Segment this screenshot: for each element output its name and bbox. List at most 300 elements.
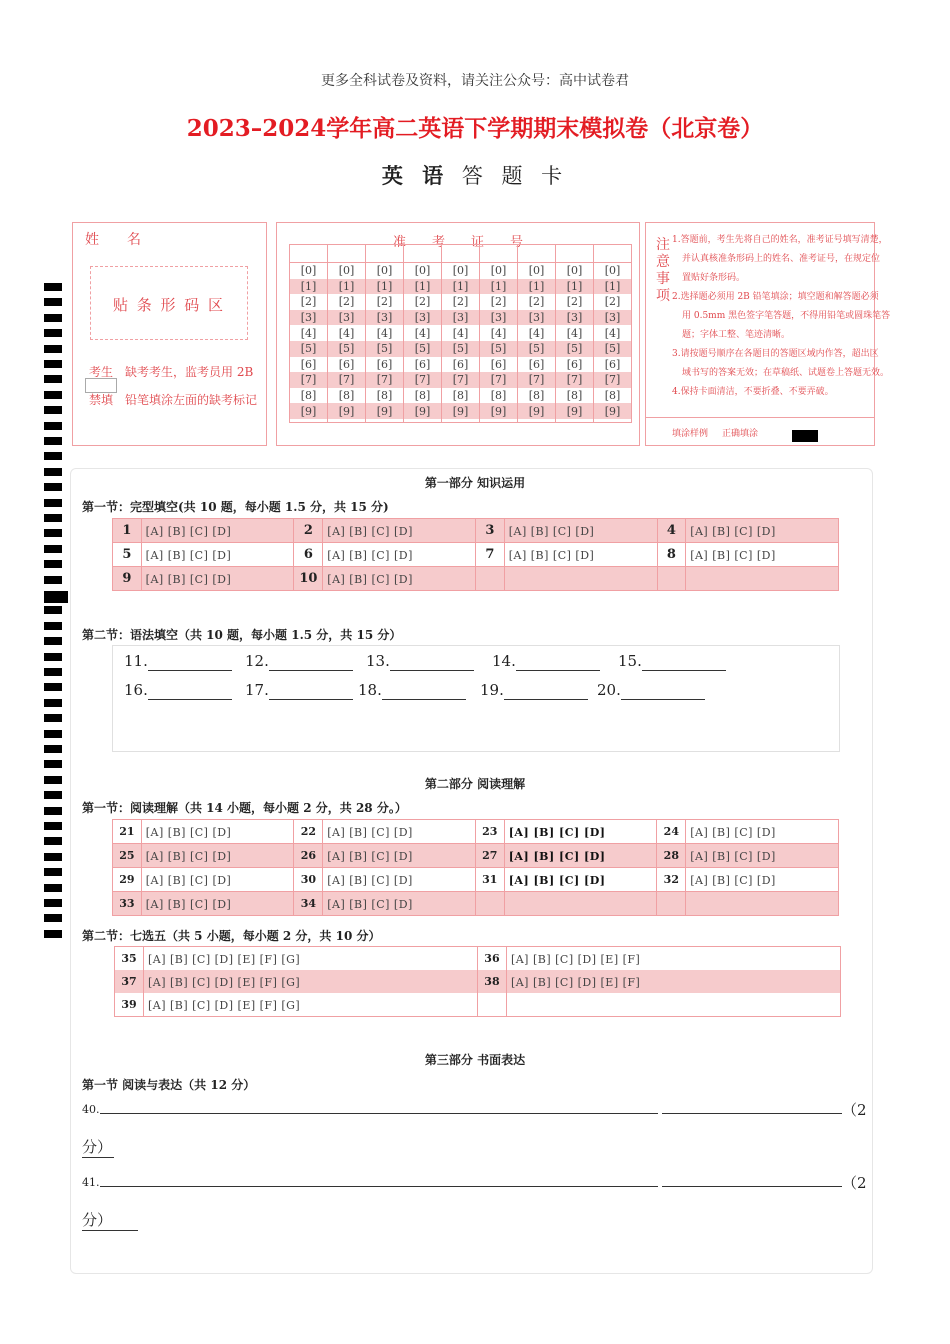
grammar-fill-number: 14. xyxy=(492,652,516,670)
question-number: 33 xyxy=(113,892,142,916)
question-number: 34 xyxy=(294,892,323,916)
exam-id-bubble[interactable]: [6] xyxy=(404,357,442,373)
question-number: 25 xyxy=(113,844,142,868)
answer-bubbles[interactable]: [A] [B] [C] [D] [E] [F] [G] xyxy=(147,975,301,989)
question-number: 10 xyxy=(294,567,323,591)
question-number: 29 xyxy=(113,868,142,892)
timing-mark xyxy=(44,930,62,938)
exam-id-bubble[interactable]: [8] xyxy=(290,388,328,404)
exam-id-bubble[interactable]: [2] xyxy=(404,294,442,310)
exam-id-bubble[interactable]: [8] xyxy=(480,388,518,404)
answer-bubbles[interactable]: [A] [B] [C] [D] xyxy=(690,849,776,863)
answer-bubbles[interactable]: [A] [B] [C] [D] xyxy=(327,548,413,562)
answer-card-label: 答 题 卡 xyxy=(461,164,569,188)
grammar-fill-number: 18. xyxy=(358,681,382,699)
exam-id-bubble[interactable]: [5] xyxy=(518,341,556,357)
notes-box xyxy=(645,222,891,446)
answer-options[interactable] xyxy=(506,947,840,971)
part2-sec2-title: 第二节：七选五（共 5 小题，每小题 2 分，共 10 分） xyxy=(82,929,381,943)
exam-id-bubble[interactable]: [7] xyxy=(366,372,404,388)
notes-item-line: 1.答题前，考生先将自己的姓名，准考证号填写清楚， xyxy=(672,235,888,245)
exam-id-bubble[interactable]: [4] xyxy=(594,325,632,341)
sample-correct-label: 正确填涂 xyxy=(722,429,759,439)
exam-id-write-cell[interactable] xyxy=(328,245,366,263)
exam-id-bubble[interactable]: [9] xyxy=(594,403,632,419)
question-number: 22 xyxy=(294,820,323,844)
exam-id-bubble[interactable]: [3] xyxy=(442,310,480,326)
exam-id-bubble[interactable]: [4] xyxy=(290,325,328,341)
grammar-fill-blank[interactable] xyxy=(148,670,232,671)
exam-id-bubble[interactable]: [1] xyxy=(442,279,480,295)
exam-id-bubble[interactable]: [8] xyxy=(328,388,366,404)
exam-id-write-cell[interactable] xyxy=(594,245,632,263)
notes-item-line: 题；字体工整、笔迹清晰。 xyxy=(682,330,791,340)
timing-mark xyxy=(44,298,62,306)
timing-mark xyxy=(44,668,62,676)
answer-options[interactable] xyxy=(504,567,657,591)
exam-id-bubble[interactable]: [9] xyxy=(480,403,518,419)
timing-mark xyxy=(44,283,62,291)
grammar-fill-blank[interactable] xyxy=(504,699,588,700)
answer-options[interactable] xyxy=(504,820,657,844)
question-number: 32 xyxy=(657,868,686,892)
answer-options[interactable] xyxy=(141,868,294,892)
answer-bubbles[interactable]: [A] [B] [C] [D] [E] [F] [G] xyxy=(147,952,301,966)
absent-text-2: 铅笔填涂左面的缺考标记 xyxy=(125,393,258,407)
exam-id-bubble[interactable]: [1] xyxy=(480,279,518,295)
question-number: 36 xyxy=(477,947,506,971)
exam-id-bubble[interactable]: [3] xyxy=(556,310,594,326)
q40-answer-line-2[interactable] xyxy=(662,1113,842,1114)
timing-mark xyxy=(44,884,62,892)
question-number: 6 xyxy=(294,543,323,567)
grammar-fill-number: 16. xyxy=(124,681,148,699)
reading-answer-table xyxy=(112,819,839,916)
answer-bubbles[interactable]: [A] [B] [C] [D] xyxy=(145,873,232,887)
exam-id-bubble[interactable]: [0] xyxy=(442,263,480,279)
answer-options[interactable] xyxy=(141,543,294,567)
grammar-fill-blank[interactable] xyxy=(269,699,353,700)
exam-id-bubble[interactable]: [1] xyxy=(404,279,442,295)
sample-filled-mark xyxy=(792,430,818,442)
q41-score-close: 分） xyxy=(82,1209,138,1231)
grammar-fill-blank[interactable] xyxy=(642,670,726,671)
exam-id-write-cell[interactable] xyxy=(556,245,594,263)
answer-options[interactable] xyxy=(504,543,657,567)
question-number xyxy=(657,892,686,916)
barcode-area xyxy=(90,266,248,340)
q40-label: 40. xyxy=(82,1103,100,1116)
answer-options[interactable] xyxy=(323,567,476,591)
exam-id-bubble[interactable]: [8] xyxy=(518,388,556,404)
exam-id-bubble[interactable]: [5] xyxy=(442,341,480,357)
grammar-fill-blank[interactable] xyxy=(516,670,600,671)
exam-id-bubble[interactable]: [4] xyxy=(404,325,442,341)
timing-mark xyxy=(44,760,62,768)
answer-options[interactable] xyxy=(686,868,839,892)
part1-sec2-title: 第二节：语法填空（共 10 题，每小题 1.5 分，共 15 分） xyxy=(82,628,402,642)
timing-mark xyxy=(44,868,62,876)
exam-id-bubble[interactable]: [4] xyxy=(480,325,518,341)
exam-id-bubble[interactable]: [1] xyxy=(290,279,328,295)
part3-heading: 第三部分 书面表达 xyxy=(424,1053,526,1067)
page-title: 2023–2024学年高二英语下学期期末模拟卷（北京卷） xyxy=(186,115,764,142)
answer-options[interactable] xyxy=(686,844,839,868)
exam-id-bubble[interactable]: [9] xyxy=(518,403,556,419)
answer-options[interactable] xyxy=(506,993,840,1017)
exam-id-bubble[interactable]: [1] xyxy=(366,279,404,295)
exam-id-bubble[interactable]: [9] xyxy=(442,403,480,419)
answer-bubbles[interactable]: [A] [B] [C] [D] [E] [F] [G] xyxy=(147,998,301,1012)
exam-id-bubble[interactable]: [7] xyxy=(328,372,366,388)
part2-sec1-title: 第一节：阅读理解（共 14 小题，每小题 2 分，共 28 分。） xyxy=(82,801,407,815)
exam-id-bubble[interactable]: [7] xyxy=(556,372,594,388)
header-note: 更多全科试卷及资料，请关注公众号：高中试卷君 xyxy=(321,73,629,89)
timing-mark xyxy=(44,714,62,722)
answer-options[interactable] xyxy=(323,844,476,868)
answer-options[interactable] xyxy=(141,567,294,591)
exam-id-bubble[interactable]: [3] xyxy=(518,310,556,326)
answer-options[interactable] xyxy=(686,519,839,543)
exam-id-bubble[interactable]: [2] xyxy=(328,294,366,310)
timing-mark xyxy=(44,314,62,322)
answer-options[interactable] xyxy=(141,892,294,916)
notes-item-line: 3.请按题号顺序在各题目的答题区域内作答，超出区 xyxy=(672,349,879,359)
name-label: 姓 名 xyxy=(85,232,141,248)
answer-options[interactable] xyxy=(323,892,476,916)
answer-options[interactable] xyxy=(504,868,657,892)
seven-choose-five-table xyxy=(114,946,841,1017)
answer-bubbles[interactable]: [A] [B] [C] [D] xyxy=(508,524,595,538)
exam-id-bubble[interactable]: [5] xyxy=(556,341,594,357)
exam-id-bubble[interactable]: [5] xyxy=(594,341,632,357)
question-number: 39 xyxy=(115,993,144,1017)
grammar-fill-number: 17. xyxy=(245,681,269,699)
answer-options[interactable] xyxy=(323,820,476,844)
notes-item-line: 用 0.5mm 黑色签字笔答题，不得用铅笔或圆珠笔答 xyxy=(682,311,891,321)
timing-mark xyxy=(44,422,62,430)
notes-heading-char: 事 xyxy=(656,271,670,287)
exam-id-bubble[interactable]: [7] xyxy=(518,372,556,388)
exam-id-bubble[interactable]: [0] xyxy=(480,263,518,279)
timing-mark xyxy=(44,560,62,568)
timing-mark xyxy=(44,914,62,922)
q41-answer-line-2[interactable] xyxy=(662,1186,842,1187)
grammar-fill-blank[interactable] xyxy=(390,670,474,671)
exam-id-bubble[interactable]: [6] xyxy=(480,357,518,373)
question-number xyxy=(657,567,686,591)
timing-mark xyxy=(44,683,62,691)
part1-heading: 第一部分 知识运用 xyxy=(424,476,526,490)
answer-bubbles[interactable]: [A] [B] [C] [D] xyxy=(327,825,413,839)
answer-options[interactable] xyxy=(686,892,839,916)
exam-id-bubble[interactable]: [1] xyxy=(594,279,632,295)
question-number: 38 xyxy=(477,970,506,993)
exam-id-bubble[interactable]: [6] xyxy=(290,357,328,373)
answer-options[interactable] xyxy=(143,947,477,971)
timing-mark xyxy=(44,529,62,537)
notes-heading-char: 项 xyxy=(656,288,670,304)
answer-bubbles[interactable]: [A] [B] [C] [D] xyxy=(690,873,776,887)
exam-id-bubble[interactable]: [8] xyxy=(594,388,632,404)
part3-sec1-title: 第一节 阅读与表达（共 12 分） xyxy=(82,1078,256,1092)
absent-text-1: 缺考考生，监考员用 2B xyxy=(125,365,254,379)
exam-id-bubble[interactable]: [0] xyxy=(366,263,404,279)
answer-options[interactable] xyxy=(141,519,294,543)
answer-bubbles[interactable]: [A] [B] [C] [D] xyxy=(145,897,232,911)
question-number xyxy=(475,892,504,916)
notes-item-line: 并认真核准条形码上的姓名、准考证号，在规定位 xyxy=(682,254,881,264)
grammar-fill-number: 19. xyxy=(480,681,504,699)
exam-id-bubble[interactable]: [0] xyxy=(518,263,556,279)
notes-item-line: 4.保持卡面清洁，不要折叠、不要弄破。 xyxy=(672,387,834,397)
exam-id-bubble[interactable]: [4] xyxy=(556,325,594,341)
q40-score-close: 分） xyxy=(82,1138,113,1156)
answer-bubbles[interactable]: [A] [B] [C] [D] xyxy=(508,849,606,863)
question-number: 7 xyxy=(476,543,505,567)
question-number: 4 xyxy=(657,519,686,543)
timing-mark xyxy=(44,730,62,738)
part2-heading: 第二部分 阅读理解 xyxy=(424,777,526,791)
question-number: 1 xyxy=(113,519,142,543)
barcode-label: 贴 条 形 码 区 xyxy=(112,296,226,314)
exam-id-bubble[interactable]: [9] xyxy=(404,403,442,419)
exam-id-bubble[interactable]: [0] xyxy=(594,263,632,279)
answer-bubbles[interactable]: [A] [B] [C] [D] xyxy=(690,548,776,562)
exam-id-bubble[interactable]: [2] xyxy=(442,294,480,310)
exam-id-bubble[interactable]: [9] xyxy=(366,403,404,419)
question-number: 5 xyxy=(113,543,142,567)
timing-mark xyxy=(44,622,62,630)
exam-id-bubble[interactable]: [2] xyxy=(556,294,594,310)
question-number: 30 xyxy=(294,868,323,892)
exam-id-bubble[interactable]: [6] xyxy=(594,357,632,373)
answer-bubbles[interactable]: [A] [B] [C] [D] xyxy=(145,524,232,538)
answer-bubbles[interactable]: [A] [B] [C] [D] xyxy=(508,548,595,562)
exam-id-bubble[interactable]: [8] xyxy=(404,388,442,404)
exam-id-bubble[interactable]: [7] xyxy=(290,372,328,388)
exam-id-bubble[interactable]: [7] xyxy=(594,372,632,388)
answer-bubbles[interactable]: [A] [B] [C] [D] [E] [F] xyxy=(510,952,641,966)
exam-id-bubble[interactable]: [7] xyxy=(404,372,442,388)
exam-id-bubble[interactable]: [6] xyxy=(556,357,594,373)
exam-id-write-cell[interactable] xyxy=(404,245,442,263)
page-subtitle xyxy=(0,160,950,190)
timing-mark xyxy=(44,360,62,368)
exam-id-write-cell[interactable] xyxy=(518,245,556,263)
question-number: 3 xyxy=(476,519,505,543)
answer-bubbles[interactable]: [A] [B] [C] [D] xyxy=(327,849,413,863)
answer-bubbles[interactable]: [A] [B] [C] [D] xyxy=(327,572,413,586)
exam-id-bubble[interactable]: [8] xyxy=(556,388,594,404)
timing-mark xyxy=(44,329,62,337)
timing-mark xyxy=(44,375,62,383)
answer-options[interactable] xyxy=(504,844,657,868)
exam-id-bubble[interactable]: [6] xyxy=(442,357,480,373)
timing-mark xyxy=(44,591,68,603)
student-info-box xyxy=(72,222,267,446)
timing-mark xyxy=(44,807,62,815)
exam-id-write-cell[interactable] xyxy=(480,245,518,263)
exam-id-bubble[interactable]: [2] xyxy=(518,294,556,310)
exam-id-write-cell[interactable] xyxy=(290,245,328,263)
answer-options[interactable] xyxy=(141,820,294,844)
question-number: 31 xyxy=(475,868,504,892)
answer-bubbles[interactable]: [A] [B] [C] [D] xyxy=(327,897,413,911)
exam-id-bubble[interactable]: [3] xyxy=(404,310,442,326)
exam-id-bubble[interactable]: [7] xyxy=(480,372,518,388)
q41-score-open: （2 xyxy=(842,1174,867,1192)
exam-id-bubble[interactable]: [2] xyxy=(366,294,404,310)
exam-id-write-cell[interactable] xyxy=(442,245,480,263)
exam-id-bubble[interactable]: [9] xyxy=(556,403,594,419)
exam-id-bubble[interactable]: [4] xyxy=(518,325,556,341)
q41-answer-line[interactable] xyxy=(100,1186,658,1187)
notes-item-line: 置贴好条形码。 xyxy=(682,273,746,283)
answer-bubbles[interactable]: [A] [B] [C] [D] [E] [F] xyxy=(510,975,641,989)
exam-id-bubble[interactable]: [8] xyxy=(366,388,404,404)
question-number: 28 xyxy=(657,844,686,868)
question-number: 9 xyxy=(113,567,142,591)
answer-bubbles[interactable]: [A] [B] [C] [D] xyxy=(145,825,232,839)
exam-id-bubble[interactable]: [3] xyxy=(480,310,518,326)
timing-mark xyxy=(44,653,62,661)
timing-mark xyxy=(44,514,62,522)
subject-label: 英 语 xyxy=(381,163,450,188)
exam-id-write-cell[interactable] xyxy=(366,245,404,263)
exam-id-bubble[interactable]: [6] xyxy=(328,357,366,373)
answer-options[interactable] xyxy=(504,519,657,543)
answer-bubbles[interactable]: [A] [B] [C] [D] xyxy=(145,548,232,562)
exam-id-bubble[interactable]: [3] xyxy=(328,310,366,326)
exam-id-bubble[interactable]: [8] xyxy=(442,388,480,404)
answer-options[interactable] xyxy=(323,543,476,567)
answer-options[interactable] xyxy=(506,970,840,993)
exam-id-bubble[interactable]: [0] xyxy=(556,263,594,279)
exam-id-bubble[interactable]: [5] xyxy=(480,341,518,357)
question-number: 27 xyxy=(475,844,504,868)
timing-mark xyxy=(44,606,62,614)
timing-mark xyxy=(44,452,62,460)
answer-options[interactable] xyxy=(141,844,294,868)
timing-mark xyxy=(44,837,62,845)
timing-mark xyxy=(44,406,62,414)
exam-id-bubble[interactable]: [0] xyxy=(290,263,328,279)
answer-bubbles[interactable]: [A] [B] [C] [D] xyxy=(508,825,606,839)
exam-id-bubble[interactable]: [3] xyxy=(366,310,404,326)
exam-id-bubble[interactable]: [5] xyxy=(404,341,442,357)
answer-options[interactable] xyxy=(143,970,477,993)
exam-id-bubble[interactable]: [1] xyxy=(556,279,594,295)
timing-mark xyxy=(44,853,62,861)
grammar-fill-number: 12. xyxy=(245,652,269,670)
answer-bubbles[interactable]: [A] [B] [C] [D] xyxy=(145,572,232,586)
q40-answer-line[interactable] xyxy=(100,1113,658,1114)
timing-mark xyxy=(44,791,62,799)
answer-options[interactable] xyxy=(504,892,657,916)
grammar-fill-blank[interactable] xyxy=(382,699,466,700)
timing-mark xyxy=(44,345,62,353)
exam-id-bubble[interactable]: [4] xyxy=(366,325,404,341)
timing-mark xyxy=(44,499,62,507)
grammar-fill-number: 11. xyxy=(124,652,148,670)
answer-bubbles[interactable]: [A] [B] [C] [D] xyxy=(690,825,776,839)
q41-label: 41. xyxy=(82,1176,100,1189)
answer-options[interactable] xyxy=(686,567,839,591)
timing-mark xyxy=(44,545,62,553)
answer-options[interactable] xyxy=(143,993,477,1017)
answer-options[interactable] xyxy=(323,519,476,543)
timing-mark xyxy=(44,745,62,753)
answer-bubbles[interactable]: [A] [B] [C] [D] xyxy=(327,524,413,538)
answer-options[interactable] xyxy=(686,543,839,567)
exam-id-bubble[interactable]: [2] xyxy=(290,294,328,310)
exam-id-bubble[interactable]: [4] xyxy=(328,325,366,341)
exam-id-bubble[interactable]: [4] xyxy=(442,325,480,341)
sample-label: 填涂样例 xyxy=(672,429,709,439)
exam-id-bubble[interactable]: [7] xyxy=(442,372,480,388)
question-number xyxy=(477,993,506,1017)
timing-mark xyxy=(44,699,62,707)
exam-id-bubble[interactable]: [9] xyxy=(290,403,328,419)
notes-item-line: 域书写的答案无效；在草稿纸、试题卷上答题无效。 xyxy=(682,368,890,378)
exam-id-bubble[interactable]: [6] xyxy=(366,357,404,373)
exam-id-bubble[interactable]: [5] xyxy=(328,341,366,357)
timing-mark xyxy=(44,637,62,645)
question-number: 21 xyxy=(113,820,142,844)
answer-bubbles[interactable]: [A] [B] [C] [D] xyxy=(690,524,776,538)
exam-id-bubble[interactable]: [0] xyxy=(404,263,442,279)
notes-item-line: 2.选择题必须用 2B 铅笔填涂；填空题和解答题必须 xyxy=(672,292,879,302)
answer-bubbles[interactable]: [A] [B] [C] [D] xyxy=(327,873,413,887)
question-number: 37 xyxy=(115,970,144,993)
part1-sec1-title: 第一节：完型填空(共 10 题，每小题 1.5 分，共 15 分) xyxy=(82,500,389,514)
exam-id-grid xyxy=(289,244,632,423)
exam-id-bubble[interactable]: [0] xyxy=(328,263,366,279)
exam-id-bubble[interactable]: [9] xyxy=(328,403,366,419)
timing-mark xyxy=(44,437,62,445)
exam-id-bubble[interactable]: [2] xyxy=(594,294,632,310)
grammar-fill-blank[interactable] xyxy=(269,670,353,671)
notes-heading-char: 注 xyxy=(656,237,670,253)
answer-bubbles[interactable]: [A] [B] [C] [D] xyxy=(508,873,606,887)
answer-options[interactable] xyxy=(686,820,839,844)
cloze-answer-table xyxy=(112,518,839,591)
timing-mark xyxy=(44,899,62,907)
timing-mark xyxy=(44,576,62,584)
exam-id-bubble[interactable]: [1] xyxy=(328,279,366,295)
q40-score-open: （2 xyxy=(842,1101,867,1119)
answer-options[interactable] xyxy=(323,868,476,892)
answer-bubbles[interactable]: [A] [B] [C] [D] xyxy=(145,849,232,863)
question-number: 26 xyxy=(294,844,323,868)
grammar-fill-number: 15. xyxy=(618,652,642,670)
exam-id-bubble[interactable]: [6] xyxy=(518,357,556,373)
question-number: 23 xyxy=(475,820,504,844)
absent-label-2: 禁填 xyxy=(89,393,114,407)
grammar-fill-blank[interactable] xyxy=(148,699,232,700)
exam-id-bubble[interactable]: [3] xyxy=(290,310,328,326)
exam-id-bubble[interactable]: [5] xyxy=(290,341,328,357)
exam-id-bubble[interactable]: [5] xyxy=(366,341,404,357)
exam-id-label: 准 考 证 号 xyxy=(392,235,523,250)
exam-id-bubble[interactable]: [2] xyxy=(480,294,518,310)
exam-id-bubble[interactable]: [3] xyxy=(594,310,632,326)
notes-heading xyxy=(656,237,670,305)
grammar-fill-number: 13. xyxy=(366,652,390,670)
grammar-fill-blank[interactable] xyxy=(621,699,705,700)
exam-id-bubble[interactable]: [1] xyxy=(518,279,556,295)
